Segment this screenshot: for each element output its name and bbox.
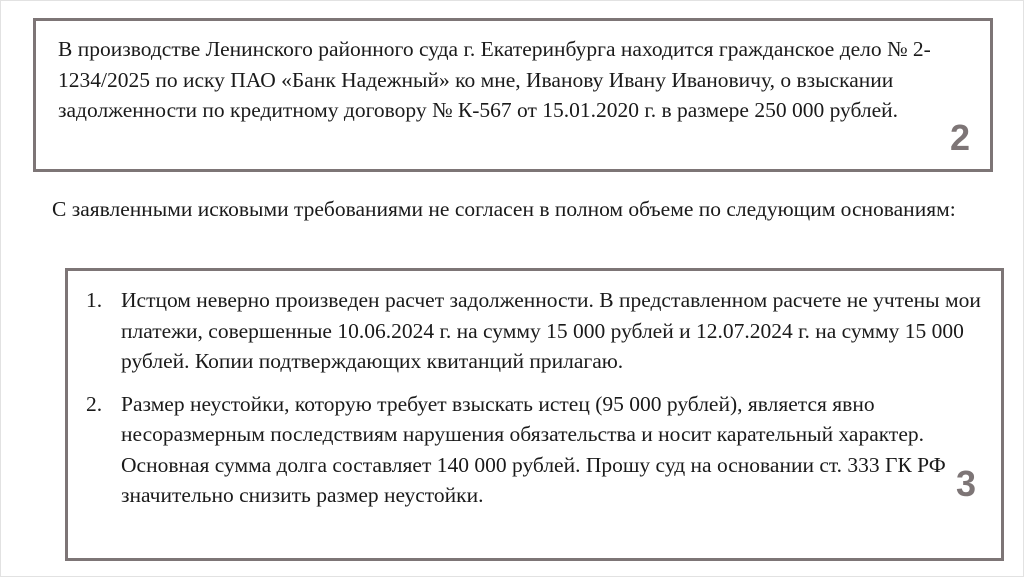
section-number-badge: 2: [949, 117, 970, 158]
highlight-box-2: [33, 18, 993, 172]
list-item-number: 2.: [86, 391, 103, 416]
objection-grounds-list: [86, 285, 981, 523]
list-item-text: Истцом неверно произведен расчет задолженности. В представленном расчете не учтены мои платежи, совершенные 10.06.2024 г. на сумму 15 000 рублей и 12.07.2024 г. на сумму 15 000 рублей. Копии подтверждающих квитанций прилагаю.: [121, 288, 981, 373]
list-item: [86, 389, 981, 511]
list-item: [86, 285, 981, 377]
list-item-number: 1.: [86, 288, 103, 312]
list-item-text: Размер неустойки, которую требует взыскать истец (95 000 рублей), является явно несоразмерным последствиям нарушения обязательства и носит карательный характер. Основная сумма долга составляет 140 000 рублей. Прошу суд на основании ст. 333 ГК РФ значительно снизить размер неустойки.: [121, 391, 946, 507]
objection-intro-paragraph: С заявленными исковыми требованиями не согласен в полном объеме по следующим основаниям:: [52, 197, 956, 221]
section-number-badge: 3: [955, 463, 976, 504]
highlight-box-3: [65, 268, 1004, 561]
claim-description-paragraph: В производстве Ленинского районного суда г. Екатеринбурга находится гражданское дело № 2-1234/2025 по иску ПАО «Банк Надежный» ко мне, Иванову Ивану Ивановичу, о взыскании задолженности по кредитному договору № К-567 от 15.01.2020 г. в размере 250 000 рублей.: [58, 37, 931, 122]
